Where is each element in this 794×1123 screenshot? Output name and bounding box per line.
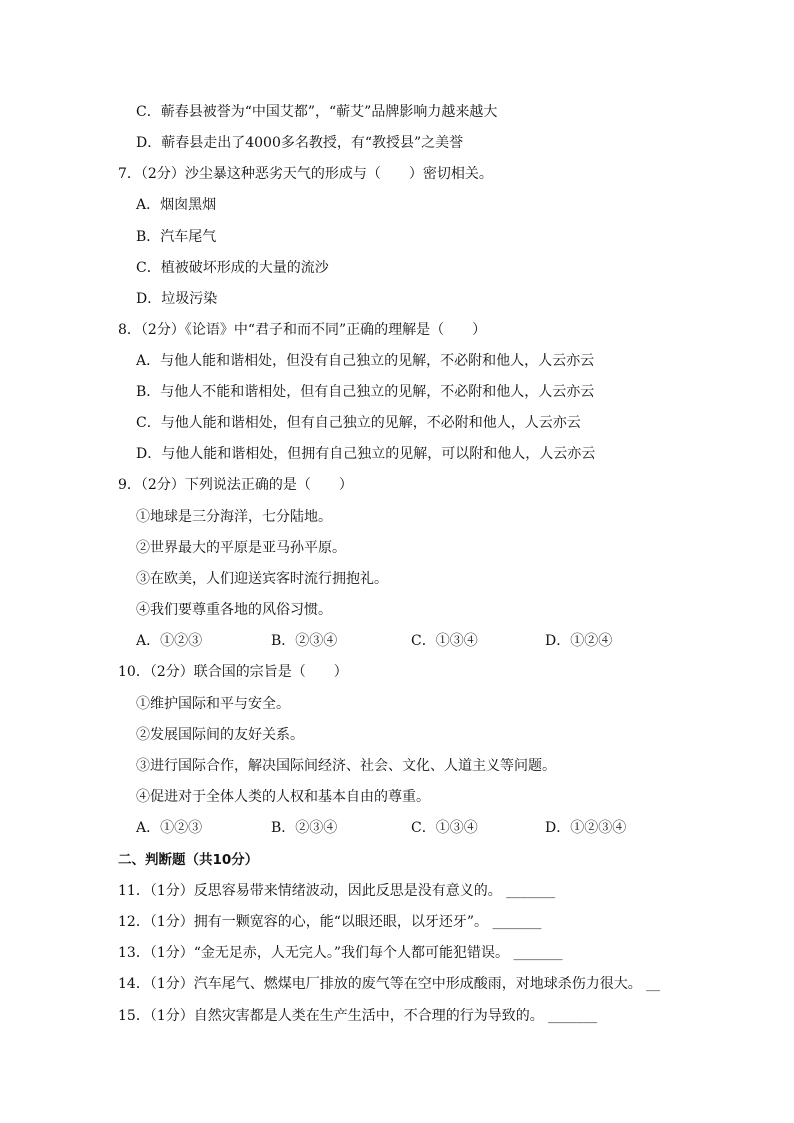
q7-option-d: D．垃圾污染 bbox=[136, 291, 218, 307]
question-14: 14．（1分）汽车尾气、燃煤电厂排放的废气等在空中形成酸雨，对地球杀伤力很大。 __ bbox=[118, 976, 661, 992]
q8-option-a: A．与他人能和谐相处，但没有自己独立的见解，不必附和他人，人云亦云 bbox=[136, 353, 595, 369]
q9-choice-d: D．①②④ bbox=[545, 633, 613, 649]
q9-statement-3: ③在欧美，人们迎送宾客时流行拥抱礼。 bbox=[136, 571, 388, 587]
q10-statement-3: ③进行国际合作，解决国际间经济、社会、文化、人道主义等问题。 bbox=[136, 758, 556, 774]
q9-statement-4: ④我们要尊重各地的风俗习惯。 bbox=[136, 602, 332, 618]
q6-option-d: D．蕲春县走出了4000多名教授，有“教授县”之美誉 bbox=[136, 135, 464, 151]
q9-choice-b: B．②③④ bbox=[271, 633, 338, 649]
q8-option-d: D．与他人能和谐相处，但拥有自己独立的见解，可以附和他人，人云亦云 bbox=[136, 446, 596, 462]
q7-option-b: B．汽车尾气 bbox=[136, 229, 217, 245]
q10-choice-c: C．①③④ bbox=[411, 820, 478, 836]
section-heading-judgment: 二、判断题（共10分） bbox=[118, 852, 259, 868]
question-8: 8．（2分）《论语》中“君子和而不同”正确的理解是（ ） bbox=[118, 322, 487, 338]
q9-statement-2: ②世界最大的平原是亚马孙平原。 bbox=[136, 540, 346, 556]
q8-option-c: C．与他人能和谐相处，但有自己独立的见解，不必附和他人，人云亦云 bbox=[136, 415, 581, 431]
q9-statement-1: ①地球是三分海洋，七分陆地。 bbox=[136, 509, 332, 525]
q10-statement-2: ②发展国际间的友好关系。 bbox=[136, 727, 304, 743]
question-12: 12．（1分）拥有一颗宽容的心，能“以眼还眼，以牙还牙”。 _______ bbox=[118, 914, 542, 930]
q9-choice-a: A．①②③ bbox=[136, 633, 203, 649]
q9-choice-c: C．①③④ bbox=[411, 633, 478, 649]
q6-option-c: C．蕲春县被誉为“中国艾都”，“蕲艾”品牌影响力越来越大 bbox=[136, 104, 498, 120]
question-15: 15．（1分）自然灾害都是人类在生产生活中，不合理的行为导致的。 _______ bbox=[118, 1008, 598, 1024]
q7-option-c: C．植被破坏形成的大量的流沙 bbox=[136, 260, 329, 276]
question-7: 7．（2分）沙尘暴这种恶劣天气的形成与（ ）密切相关。 bbox=[118, 166, 493, 182]
q10-statement-4: ④促进对于全体人类的人权和基本自由的尊重。 bbox=[136, 789, 430, 805]
q10-statement-1: ①维护国际和平与安全。 bbox=[136, 696, 290, 712]
q10-choice-d: D．①②③④ bbox=[545, 820, 627, 836]
q10-choice-b: B．②③④ bbox=[271, 820, 338, 836]
question-11: 11．（1分）反思容易带来情绪波动，因此反思是没有意义的。 _______ bbox=[118, 883, 556, 899]
question-9: 9．（2分）下列说法正确的是（ ） bbox=[118, 477, 353, 493]
q10-choice-a: A．①②③ bbox=[136, 820, 203, 836]
q8-option-b: B．与他人不能和谐相处，但有自己独立的见解，不必附和他人，人云亦云 bbox=[136, 384, 595, 400]
q7-option-a: A．烟囱黑烟 bbox=[136, 197, 217, 213]
question-13: 13．（1分）“金无足赤，人无完人。”我们每个人都可能犯错误。 _______ bbox=[118, 945, 563, 961]
question-10: 10．（2分）联合国的宗旨是（ ） bbox=[118, 664, 348, 680]
